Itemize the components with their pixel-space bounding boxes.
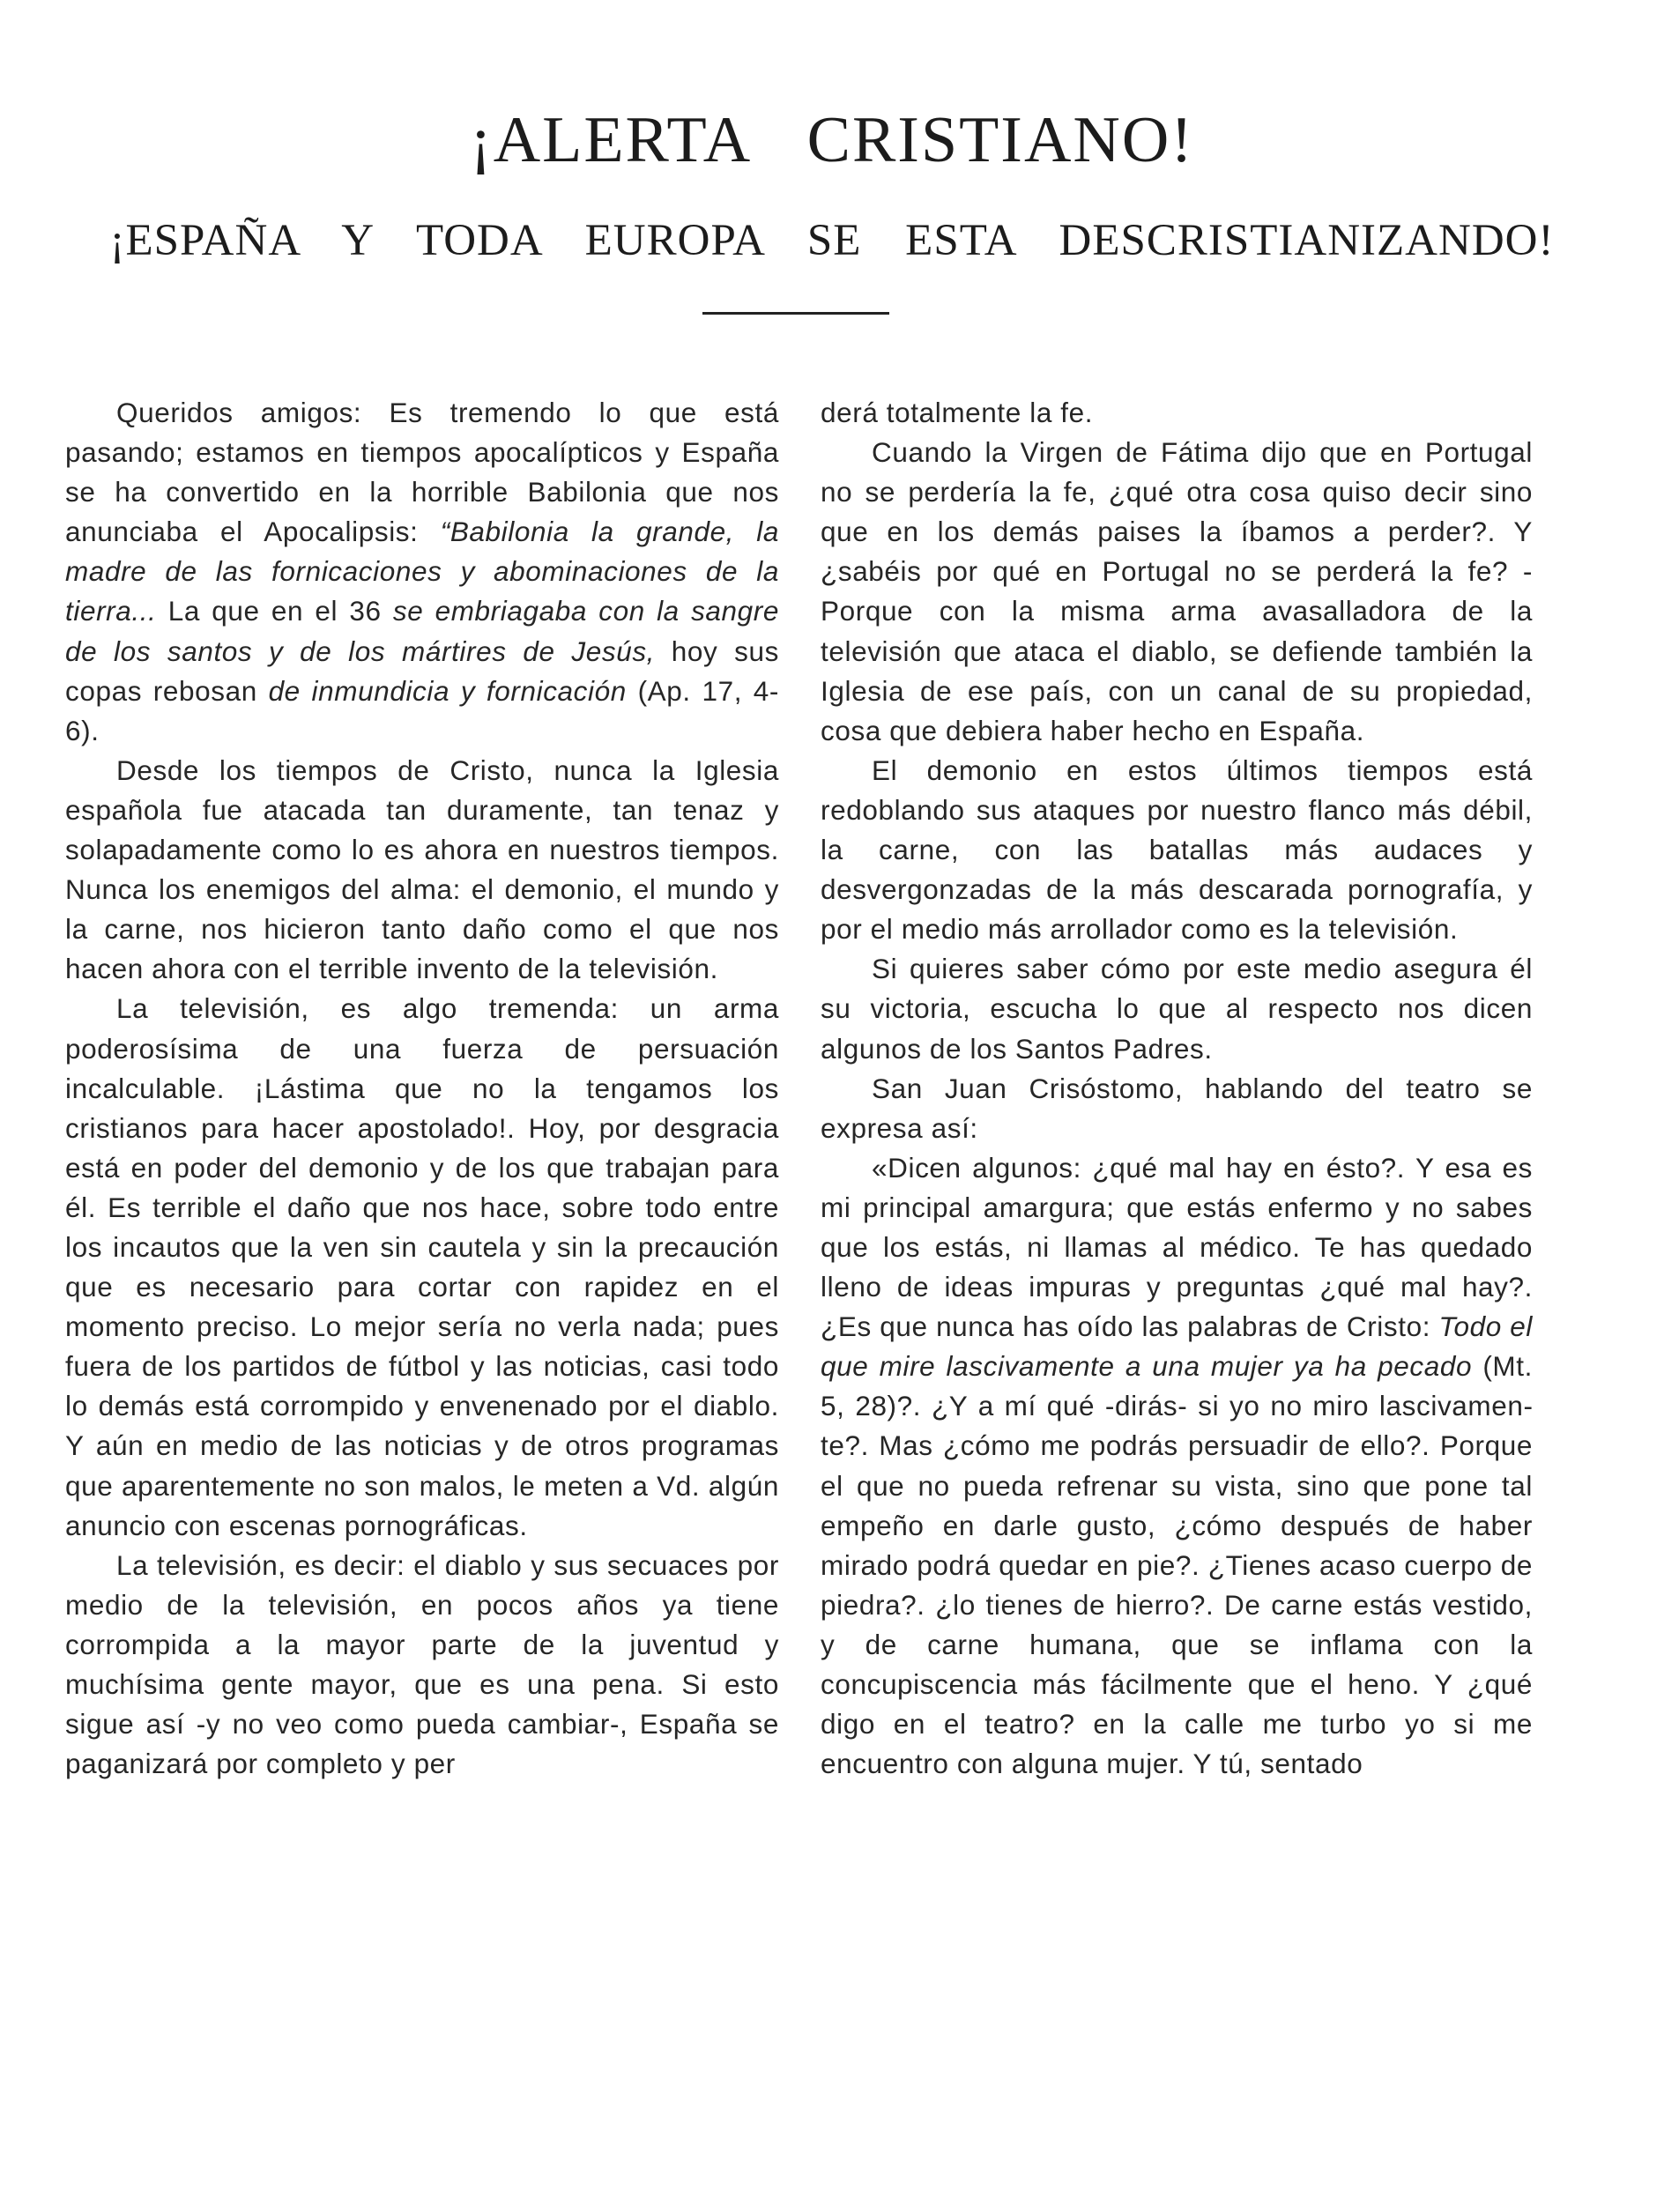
paragraph-text: (Mt. 5, 28)?. ¿Y a mí qué -dirás- si yo no miro lascivamente?. Mas ¿cómo me podrás persuadir de ello?. Porque el que no pueda refrenar su vista, sino que pone tal empeño en darle gusto, ¿cómo después de haber mirado podrá quedar en pie?. ¿Tienes acaso cuerpo de piedra?. ¿lo tienes de hierro?. De carne estás vestido, y de carne humana, que se inflama con la concupiscencia más fácilmente que el heno. Y ¿qué digo en el teatro? en la calle me turbo yo si me encuentro con alguna mujer. Y tú, sentado [821,1350,1533,1780]
title-divider [702,312,889,315]
scripture-quote: Todo el que mire lascivamente a una mujer ya ha pecado [821,1310,1534,1383]
paragraph-continuation: derá totalmente la fe. [821,397,1094,428]
paragraph: La televisión, es decir: el diablo y sus secuaces por medio de la televisión, en pocos años ya tiene corrompida a la mayor parte de la juventud y muchísima gente mayor, que es una pena. Si esto sigue así -y no veo como pueda cambiar-, España se paganizará por completo y per [65,1548,779,1780]
page-title: ¡ALERTA CRISTIANO! [470,104,1194,176]
paragraph: San Juan Crisóstomo, hablando del teatro se expresa así: [821,1072,1533,1144]
paragraph: Cuando la Virgen de Fátima dijo que en Portugal no se perdería la fe, ¿qué otra cosa quiso decir sino que en los demás paises la íbamos a perder?. Y ¿sabéis por qué en Portugal no se perderá la fe? - Porque con la misma arma avasalladora de la televisión que ataca el diablo, se defiende también la Iglesia de ese país, con un canal de su propiedad, cosa que debiera haber hecho en España. [821,436,1533,746]
right-column [821,393,1533,1784]
paragraph [821,1148,1533,1785]
paragraph: La televisión, es algo tremenda: un arma poderosísima de una fuerza de persuación incalculable. ¡Lástima que no la tengamos los cristianos para hacer apostolado!. Hoy, por desgracia está en poder del demonio y de los que trabajan para él. Es terrible el daño que nos hace, sobre todo entre los incautos que la ven sin cautela y sin la precaución que es necesario para cortar con rapidez en el momento preciso. Lo mejor sería no verla nada; pues fuera de los partidos de fútbol y las noticias, casi todo lo demás está corrompido y envenenado por el diablo. Y aún en medio de las noticias y de otros programas que aparentemente no son malos, le meten a Vd. algún anuncio con escenas pornográficas. [65,992,779,1541]
scripture-quote: de inmundicia y fornicación [268,674,627,707]
paragraph: Desde los tiempos de Cristo, nunca la Iglesia española fue atacada tan duramente, tan tenaz y solapadamente como lo es ahora en nuestros tiempos. Nunca los enemigos del alma: el demonio, el mundo y la carne, nos hicieron tanto daño como el que nos hacen ahora con el terrible invento de la televisión. [65,753,779,985]
scripture-quote: “Babilonia la grande, la madre de las fornicaciones y abominaciones de la tierra... [65,516,779,627]
paragraph: El demonio en estos últimos tiempos está redoblando sus ataques por nuestro flanco más débil, la carne, con las batallas más audaces y desvergonzadas de la más descarada pornografía, y por el medio más arrollador como es la televisión. [821,753,1533,946]
paragraph-text: La que en el 36 [156,595,393,627]
paragraph: Si quieres saber cómo por este medio asegura él su victoria, escucha lo que al respecto nos dicen algunos de los Santos Padres. [821,953,1533,1065]
left-column [65,393,779,1784]
scripture-quote: se embriagaba con la sangre de los santos y de los mártires de Jesús, [65,595,779,667]
citation: (Ap. 17, 4-6). [65,674,780,746]
paragraph-text: hoy sus copas rebosan [65,635,779,707]
paragraph-text: «Dicen algunos: ¿qué mal hay en ésto?. Y esa es mi principal amargura; que estás enfermo y no sabes que los estás, ni llamas al médico. Te has quedado lleno de ideas impuras y preguntas ¿qué mal hay?. ¿Es que nunca has oído las palabras de Cristo: [821,1151,1533,1343]
paragraph [65,393,779,751]
page-subtitle: ¡ESPAÑA Y TODA EUROPA SE ESTA DESCRISTIANIZANDO! [109,216,1555,265]
paragraph-text: Queridos amigos: Es tremendo lo que está pasando; estamos en tiempos apocalípticos y España se ha convertido en la horrible Babilonia que nos anunciaba el Apocalipsis: [65,397,779,548]
